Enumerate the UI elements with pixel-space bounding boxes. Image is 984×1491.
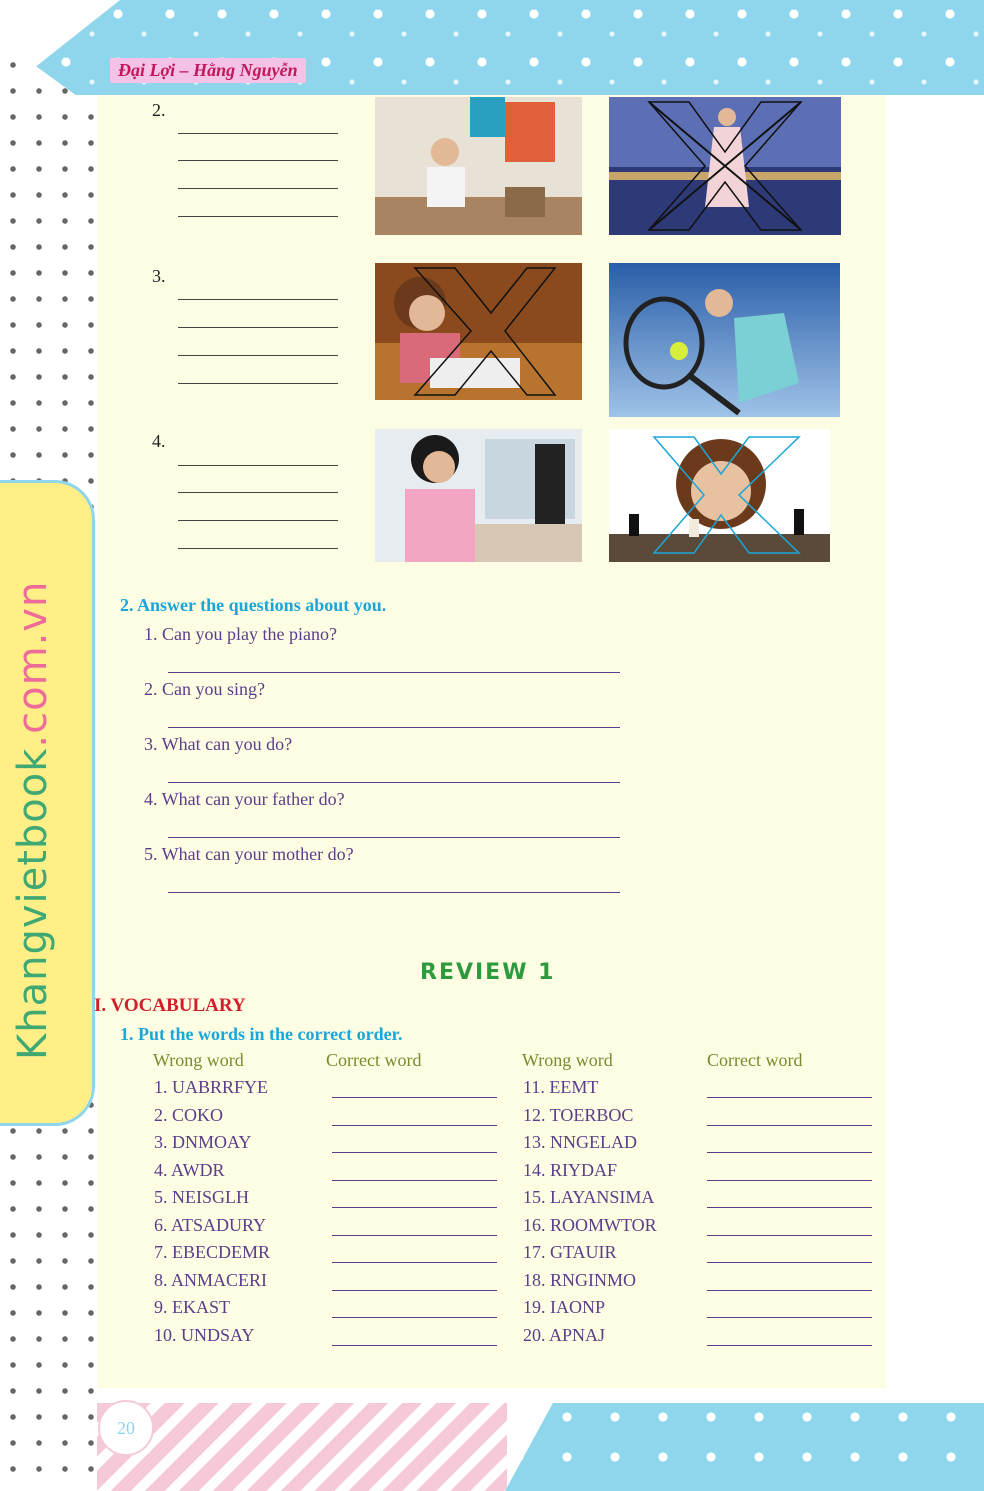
- correct-word-line[interactable]: [707, 1152, 872, 1153]
- word-item: 10. UNDSAY: [154, 1325, 255, 1345]
- review-title: REVIEW 1: [420, 960, 556, 985]
- answer-line-2[interactable]: [168, 727, 620, 728]
- vocab-task-title: 1. Put the words in the correct order.: [120, 1024, 403, 1044]
- question-2: 2. Can you sing?: [144, 679, 265, 699]
- word-item: 4. AWDR: [154, 1160, 225, 1180]
- correct-word-line[interactable]: [332, 1180, 497, 1181]
- word-item: 5. NEISGLH: [154, 1187, 249, 1207]
- word-item: 7. EBECDEMR: [154, 1242, 271, 1262]
- word-item: 1. UABRRFYE: [154, 1077, 269, 1097]
- correct-word-line[interactable]: [332, 1097, 497, 1098]
- correct-word-line[interactable]: [332, 1290, 497, 1291]
- word-item: 19. IAONP: [523, 1297, 606, 1317]
- correct-word-line[interactable]: [332, 1207, 497, 1208]
- answer-line[interactable]: [178, 133, 338, 134]
- correct-word-line[interactable]: [332, 1125, 497, 1126]
- word-item: 17. GTAUIR: [523, 1242, 617, 1262]
- correct-word-line[interactable]: [332, 1152, 497, 1153]
- answer-line[interactable]: [178, 355, 338, 356]
- question-1: 1. Can you play the piano?: [144, 624, 337, 644]
- answer-line[interactable]: [178, 160, 338, 161]
- item-number: 2.: [152, 100, 166, 120]
- answer-line[interactable]: [178, 299, 338, 300]
- word-item: 15. LAYANSIMA: [523, 1187, 655, 1207]
- answer-line[interactable]: [178, 216, 338, 217]
- answer-line[interactable]: [178, 520, 338, 521]
- answer-line-5[interactable]: [168, 892, 620, 893]
- question-3: 3. What can you do?: [144, 734, 293, 754]
- answer-line[interactable]: [178, 383, 338, 384]
- word-item: 11. EEMT: [523, 1077, 599, 1097]
- word-item: 13. NNGELAD: [523, 1132, 637, 1152]
- answer-line[interactable]: [178, 548, 338, 549]
- col-header-correct-left: Correct word: [326, 1050, 422, 1070]
- photo-girl-singing-on-stage: [609, 97, 841, 235]
- correct-word-line[interactable]: [707, 1207, 872, 1208]
- word-item: 20. APNAJ: [523, 1325, 606, 1345]
- answer-line-1[interactable]: [168, 672, 620, 673]
- correct-word-line[interactable]: [332, 1262, 497, 1263]
- correct-word-line[interactable]: [332, 1345, 497, 1346]
- photo-girl-playing-tennis: [609, 263, 840, 417]
- site-name-pink: .com.vn: [10, 580, 56, 748]
- item-number: 3.: [152, 266, 166, 286]
- col-header-wrong-left: Wrong word: [153, 1050, 244, 1070]
- answer-line-3[interactable]: [168, 782, 620, 783]
- word-item: 3. DNMOAY: [154, 1132, 252, 1152]
- word-item: 6. ATSADURY: [154, 1215, 267, 1235]
- correct-word-line[interactable]: [332, 1317, 497, 1318]
- word-item: 2. COKO: [154, 1105, 224, 1125]
- word-item: 9. EKAST: [154, 1297, 230, 1317]
- correct-word-line[interactable]: [332, 1235, 497, 1236]
- word-item: 12. TOERBOC: [523, 1105, 634, 1125]
- correct-word-line[interactable]: [707, 1345, 872, 1346]
- author-label: Đại Lợi – Hằng Nguyễn: [110, 58, 306, 83]
- correct-word-line[interactable]: [707, 1125, 872, 1126]
- photo-chef-cooking: [375, 97, 582, 235]
- site-watermark: [10, 581, 56, 1060]
- answer-line-4[interactable]: [168, 837, 620, 838]
- bottom-blue-band: [505, 1403, 984, 1491]
- answer-line[interactable]: [178, 327, 338, 328]
- word-item: 18. RNGINMO: [523, 1270, 637, 1290]
- answer-line[interactable]: [178, 188, 338, 189]
- correct-word-line[interactable]: [707, 1180, 872, 1181]
- col-header-correct-right: Correct word: [707, 1050, 803, 1070]
- item-number: 4.: [152, 431, 166, 451]
- correct-word-line[interactable]: [707, 1317, 872, 1318]
- photo-girl-playing-chess: [609, 429, 830, 562]
- correct-word-line[interactable]: [707, 1290, 872, 1291]
- photo-girl-painting: [375, 263, 582, 400]
- answer-line[interactable]: [178, 465, 338, 466]
- bottom-pink-band: [97, 1403, 507, 1491]
- word-item: 8. ANMACERI: [154, 1270, 268, 1290]
- vocabulary-heading: I. VOCABULARY: [94, 995, 246, 1016]
- correct-word-line[interactable]: [707, 1097, 872, 1098]
- site-name-green: Khangvietbook: [10, 747, 56, 1060]
- word-item: 14. RIYDAF: [523, 1160, 618, 1180]
- photo-girl-using-computer: [375, 429, 582, 562]
- answer-line[interactable]: [178, 492, 338, 493]
- correct-word-line[interactable]: [707, 1235, 872, 1236]
- word-item: 16. ROOMWTOR: [523, 1215, 657, 1235]
- col-header-wrong-right: Wrong word: [522, 1050, 613, 1070]
- page-number: 20: [98, 1400, 154, 1456]
- question-4: 4. What can your father do?: [144, 789, 345, 809]
- exercise-2-title: 2. Answer the questions about you.: [120, 595, 387, 615]
- correct-word-line[interactable]: [707, 1262, 872, 1263]
- question-5: 5. What can your mother do?: [144, 844, 354, 864]
